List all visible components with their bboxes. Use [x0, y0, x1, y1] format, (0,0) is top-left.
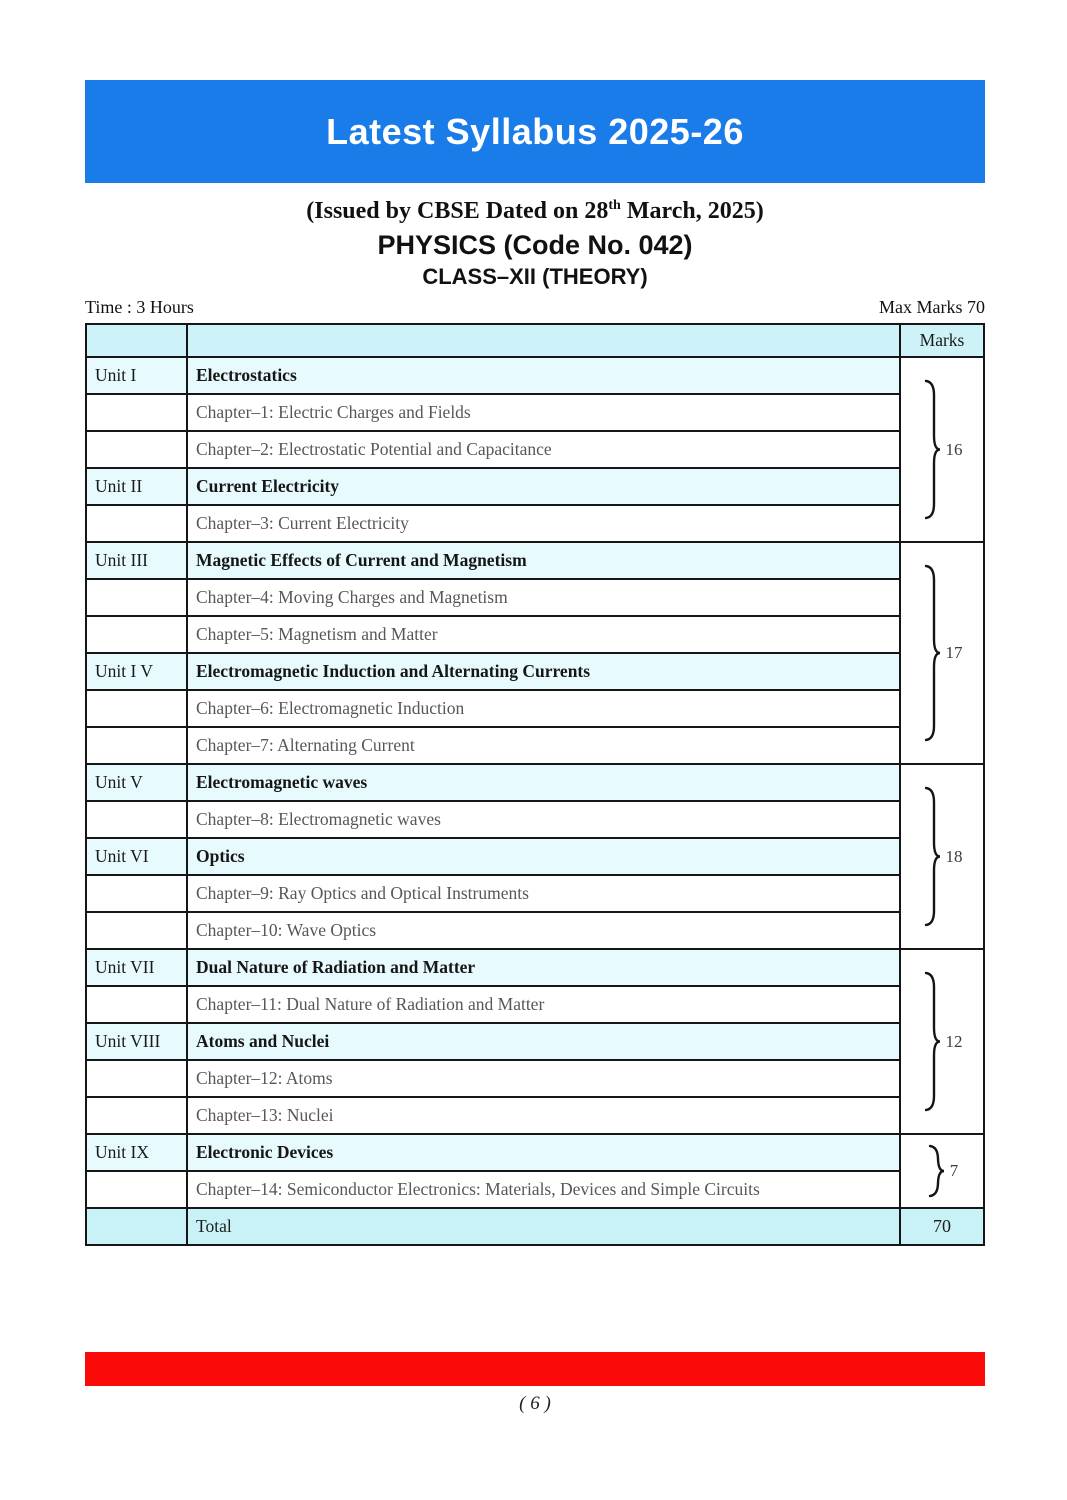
chapter-row [86, 616, 984, 653]
unit-title-cell: Dual Nature of Radiation and Matter [187, 949, 900, 986]
brace-icon [922, 379, 944, 520]
chapter-title-cell: Chapter–2: Electrostatic Potential and Capacitance [187, 431, 900, 468]
brace-icon [922, 564, 944, 742]
chapter-row [86, 986, 984, 1023]
chapter-title-cell: Chapter–7: Alternating Current [187, 727, 900, 764]
unit-row [86, 542, 984, 579]
marks-cell [900, 764, 984, 949]
marks-brace-group [909, 564, 975, 742]
unit-title-cell: Electronic Devices [187, 1134, 900, 1171]
unit-row [86, 949, 984, 986]
unit-row [86, 838, 984, 875]
chapter-row [86, 912, 984, 949]
marks-brace-group [909, 1144, 975, 1198]
unit-cell: Unit I [86, 357, 187, 394]
unit-title-cell: Optics [187, 838, 900, 875]
chapter-row [86, 394, 984, 431]
unit-cell [86, 912, 187, 949]
unit-row [86, 653, 984, 690]
unit-cell: Unit VII [86, 949, 187, 986]
unit-title-cell: Electrostatics [187, 357, 900, 394]
chapter-title-cell: Chapter–6: Electromagnetic Induction [187, 690, 900, 727]
marks-value: 12 [945, 1031, 963, 1051]
chapter-title-cell: Chapter–5: Magnetism and Matter [187, 616, 900, 653]
unit-cell [86, 690, 187, 727]
unit-cell [86, 1097, 187, 1134]
header-title-cell [187, 324, 900, 357]
chapter-title-cell: Chapter–14: Semiconductor Electronics: Materials, Devices and Simple Circuits [187, 1171, 900, 1208]
unit-cell: Unit I V [86, 653, 187, 690]
unit-row [86, 1134, 984, 1171]
unit-cell [86, 986, 187, 1023]
unit-cell [86, 875, 187, 912]
unit-cell [86, 431, 187, 468]
chapter-title-cell: Chapter–9: Ray Optics and Optical Instruments [187, 875, 900, 912]
marks-value: 7 [949, 1161, 959, 1180]
chapter-row [86, 690, 984, 727]
chapter-title-cell: Chapter–11: Dual Nature of Radiation and Matter [187, 986, 900, 1023]
chapter-title-cell: Chapter–4: Moving Charges and Magnetism [187, 579, 900, 616]
chapter-row [86, 1060, 984, 1097]
chapter-title-cell: Chapter–12: Atoms [187, 1060, 900, 1097]
chapter-row [86, 1171, 984, 1208]
unit-cell [86, 1171, 187, 1208]
page-number: ( 6 ) [519, 1393, 551, 1414]
unit-cell: Unit VIII [86, 1023, 187, 1060]
unit-cell [86, 579, 187, 616]
issued-pre: (Issued by CBSE Dated on 28 [306, 198, 609, 224]
total-row [86, 1208, 984, 1245]
time-label: Time : 3 Hours [85, 297, 194, 317]
meta-row [85, 297, 985, 318]
unit-title-cell: Atoms and Nuclei [187, 1023, 900, 1060]
marks-brace-group [909, 379, 975, 520]
unit-cell: Unit IX [86, 1134, 187, 1171]
unit-title-cell: Electromagnetic waves [187, 764, 900, 801]
chapter-row [86, 579, 984, 616]
marks-cell [900, 542, 984, 764]
unit-cell [86, 1060, 187, 1097]
unit-row [86, 468, 984, 505]
unit-cell [86, 394, 187, 431]
total-marks-cell: 70 [900, 1208, 984, 1245]
subject-title: PHYSICS (Code No. 042) [377, 230, 693, 260]
footer-red-bar [85, 1352, 985, 1386]
marks-value: 16 [945, 439, 963, 459]
chapter-title-cell: Chapter–8: Electromagnetic waves [187, 801, 900, 838]
chapter-row [86, 1097, 984, 1134]
unit-cell [86, 505, 187, 542]
chapter-title-cell: Chapter–10: Wave Optics [187, 912, 900, 949]
unit-row [86, 764, 984, 801]
header-unit-cell [86, 324, 187, 357]
chapter-row [86, 431, 984, 468]
chapter-row [86, 505, 984, 542]
chapter-row [86, 727, 984, 764]
total-label-cell: Total [187, 1208, 900, 1245]
banner-title: Latest Syllabus 2025-26 [326, 110, 744, 152]
syllabus-table [85, 323, 985, 1246]
marks-header: Marks [900, 324, 984, 357]
unit-cell: Unit II [86, 468, 187, 505]
unit-title-cell: Electromagnetic Induction and Alternating Currents [187, 653, 900, 690]
brace-icon [926, 1144, 948, 1198]
unit-title-cell: Current Electricity [187, 468, 900, 505]
marks-value: 17 [945, 643, 963, 662]
table-body [86, 357, 984, 1245]
syllabus-banner [85, 80, 985, 183]
unit-cell [86, 801, 187, 838]
total-unit-cell [86, 1208, 187, 1245]
marks-cell [900, 1134, 984, 1208]
brace-icon [922, 786, 944, 927]
unit-row [86, 357, 984, 394]
brace-icon [922, 971, 944, 1112]
chapter-title-cell: Chapter–13: Nuclei [187, 1097, 900, 1134]
class-title: CLASS–XII (THEORY) [422, 264, 648, 289]
content [85, 80, 985, 1415]
unit-cell [86, 727, 187, 764]
issued-post: March, 2025) [620, 198, 764, 224]
unit-row [86, 1023, 984, 1060]
unit-cell: Unit V [86, 764, 187, 801]
unit-cell: Unit III [86, 542, 187, 579]
marks-brace-group [909, 971, 975, 1112]
chapter-row [86, 875, 984, 912]
marks-brace-group [909, 786, 975, 927]
chapter-title-cell: Chapter–3: Current Electricity [187, 505, 900, 542]
unit-cell [86, 616, 187, 653]
marks-value: 18 [945, 846, 963, 866]
max-marks-label: Max Marks 70 [879, 297, 985, 317]
chapter-row [86, 801, 984, 838]
marks-cell [900, 357, 984, 542]
unit-cell: Unit VI [86, 838, 187, 875]
issued-superscript: th [608, 198, 621, 213]
marks-cell [900, 949, 984, 1134]
unit-title-cell: Magnetic Effects of Current and Magnetism [187, 542, 900, 579]
issued-line [85, 198, 985, 225]
table-header-row [86, 324, 984, 357]
chapter-title-cell: Chapter–1: Electric Charges and Fields [187, 394, 900, 431]
